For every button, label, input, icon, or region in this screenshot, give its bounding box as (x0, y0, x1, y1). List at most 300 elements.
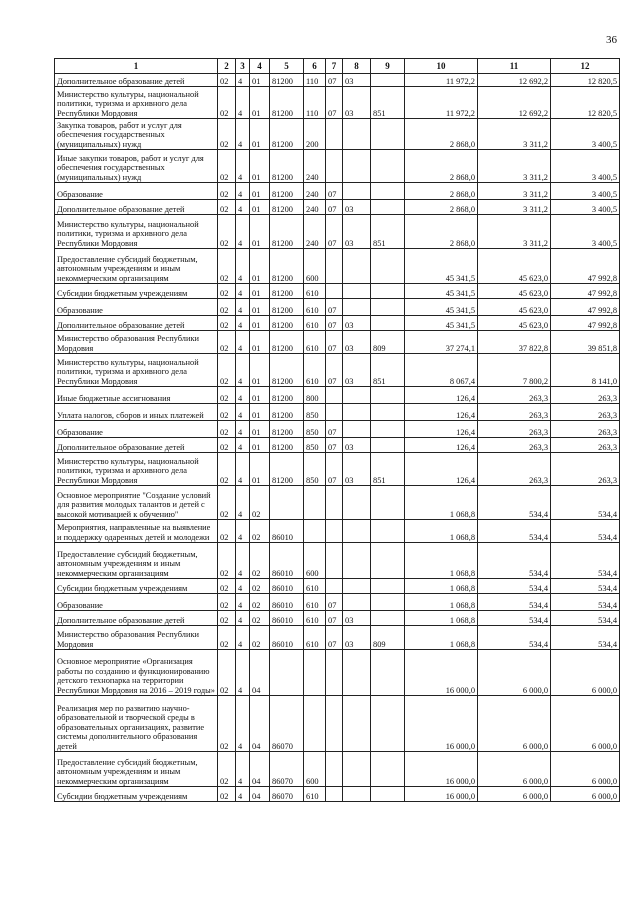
code-direction-cell: 86010 (270, 579, 304, 594)
ministry-code-cell (371, 299, 405, 316)
code-main-cell: 02 (250, 486, 270, 520)
code-main-cell: 01 (250, 421, 270, 438)
code-gp-cell: 02 (218, 215, 236, 249)
subsection-cell: 03 (343, 215, 371, 249)
amount-year2-cell: 534,4 (478, 543, 551, 579)
ministry-code-cell (371, 787, 405, 802)
code-direction-cell: 81200 (270, 421, 304, 438)
row-name-cell: Закупка товаров, работ и услуг для обеспечения государственных (муниципальных) нужд (55, 119, 218, 150)
code-direction-cell: 81200 (270, 404, 304, 421)
subsection-cell: 03 (343, 87, 371, 119)
expense-type-cell: 850 (304, 421, 326, 438)
code-sub-cell: 4 (236, 611, 250, 626)
row-name-cell: Основное мероприятие "Создание условий для развития молодых талантов и детей с высокой мотивацией к обучению" (55, 486, 218, 520)
expense-type-cell: 240 (304, 150, 326, 183)
section-cell (326, 249, 343, 284)
section-cell: 07 (326, 438, 343, 453)
ministry-code-cell: 809 (371, 331, 405, 354)
code-direction-cell: 81200 (270, 387, 304, 404)
code-direction-cell: 86070 (270, 696, 304, 752)
row-name-cell: Субсидии бюджетным учреждениям (55, 579, 218, 594)
expense-type-cell: 610 (304, 594, 326, 611)
amount-year3-cell: 263,3 (551, 421, 620, 438)
table-row (55, 87, 620, 119)
code-gp-cell: 02 (218, 486, 236, 520)
code-sub-cell: 4 (236, 543, 250, 579)
amount-year1-cell: 126,4 (405, 421, 478, 438)
table-row (55, 421, 620, 438)
section-cell: 07 (326, 215, 343, 249)
section-cell: 07 (326, 200, 343, 215)
section-cell: 07 (326, 626, 343, 650)
column-header: 11 (478, 59, 551, 74)
ministry-code-cell (371, 543, 405, 579)
table-row (55, 299, 620, 316)
expense-type-cell: 610 (304, 611, 326, 626)
ministry-code-cell: 851 (371, 215, 405, 249)
column-header: 5 (270, 59, 304, 74)
ministry-code-cell: 809 (371, 626, 405, 650)
code-main-cell: 01 (250, 438, 270, 453)
section-cell (326, 696, 343, 752)
section-cell: 07 (326, 594, 343, 611)
code-main-cell: 02 (250, 611, 270, 626)
code-gp-cell: 02 (218, 453, 236, 486)
amount-year1-cell: 126,4 (405, 404, 478, 421)
ministry-code-cell (371, 752, 405, 787)
amount-year2-cell: 263,3 (478, 438, 551, 453)
amount-year3-cell: 263,3 (551, 453, 620, 486)
amount-year3-cell: 47 992,8 (551, 284, 620, 299)
table-row (55, 354, 620, 387)
code-sub-cell: 4 (236, 421, 250, 438)
subsection-cell (343, 520, 371, 543)
table-row (55, 752, 620, 787)
code-sub-cell: 4 (236, 183, 250, 200)
code-sub-cell: 4 (236, 696, 250, 752)
code-gp-cell: 02 (218, 354, 236, 387)
amount-year1-cell: 2 868,0 (405, 119, 478, 150)
ministry-code-cell (371, 579, 405, 594)
table-row (55, 579, 620, 594)
code-main-cell: 04 (250, 650, 270, 696)
expense-type-cell: 850 (304, 453, 326, 486)
amount-year3-cell: 263,3 (551, 387, 620, 404)
subsection-cell (343, 119, 371, 150)
amount-year2-cell: 534,4 (478, 594, 551, 611)
subsection-cell (343, 486, 371, 520)
column-header: 1 (55, 59, 218, 74)
row-name-cell: Субсидии бюджетным учреждениям (55, 787, 218, 802)
expense-type-cell (304, 520, 326, 543)
expense-type-cell: 850 (304, 404, 326, 421)
code-gp-cell: 02 (218, 74, 236, 87)
code-sub-cell: 4 (236, 486, 250, 520)
ministry-code-cell (371, 438, 405, 453)
table-row (55, 249, 620, 284)
section-cell (326, 650, 343, 696)
row-name-cell: Реализация мер по развитию научно-образовательной и творческой среды в образовательных организациях, развитие системы дополнительного образования детей (55, 696, 218, 752)
column-header: 6 (304, 59, 326, 74)
amount-year1-cell: 1 068,8 (405, 611, 478, 626)
code-gp-cell: 02 (218, 543, 236, 579)
amount-year3-cell: 6 000,0 (551, 787, 620, 802)
code-sub-cell: 4 (236, 387, 250, 404)
amount-year2-cell: 534,4 (478, 486, 551, 520)
subsection-cell (343, 696, 371, 752)
subsection-cell (343, 150, 371, 183)
code-gp-cell: 02 (218, 200, 236, 215)
expense-type-cell: 200 (304, 119, 326, 150)
table-row (55, 520, 620, 543)
row-name-cell: Предоставление субсидий бюджетным, автономным учреждениям и иным некоммерческим организациям (55, 543, 218, 579)
amount-year2-cell: 6 000,0 (478, 696, 551, 752)
expense-type-cell: 110 (304, 74, 326, 87)
amount-year1-cell: 2 868,0 (405, 150, 478, 183)
code-main-cell: 01 (250, 74, 270, 87)
subsection-cell: 03 (343, 453, 371, 486)
code-gp-cell: 02 (218, 594, 236, 611)
amount-year3-cell: 534,4 (551, 626, 620, 650)
code-gp-cell: 02 (218, 579, 236, 594)
code-gp-cell: 02 (218, 387, 236, 404)
amount-year1-cell: 2 868,0 (405, 183, 478, 200)
code-direction-cell: 81200 (270, 331, 304, 354)
code-direction-cell: 81200 (270, 150, 304, 183)
section-cell: 07 (326, 74, 343, 87)
subsection-cell: 03 (343, 74, 371, 87)
table-row (55, 119, 620, 150)
expense-type-cell (304, 696, 326, 752)
section-cell (326, 150, 343, 183)
table-body (55, 74, 620, 802)
amount-year1-cell: 37 274,1 (405, 331, 478, 354)
code-main-cell: 02 (250, 579, 270, 594)
subsection-cell (343, 404, 371, 421)
amount-year1-cell: 16 000,0 (405, 787, 478, 802)
section-cell: 07 (326, 331, 343, 354)
row-name-cell: Министерство культуры, национальной политики, туризма и архивного дела Республики Мордовия (55, 87, 218, 119)
section-cell (326, 520, 343, 543)
code-main-cell: 01 (250, 150, 270, 183)
amount-year2-cell: 534,4 (478, 579, 551, 594)
code-sub-cell: 4 (236, 650, 250, 696)
code-direction-cell: 81200 (270, 316, 304, 331)
row-name-cell: Дополнительное образование детей (55, 611, 218, 626)
code-main-cell: 01 (250, 200, 270, 215)
amount-year3-cell: 47 992,8 (551, 299, 620, 316)
row-name-cell: Образование (55, 421, 218, 438)
code-sub-cell: 4 (236, 200, 250, 215)
subsection-cell: 03 (343, 611, 371, 626)
amount-year3-cell: 534,4 (551, 543, 620, 579)
code-gp-cell: 02 (218, 520, 236, 543)
amount-year3-cell: 534,4 (551, 594, 620, 611)
row-name-cell: Дополнительное образование детей (55, 74, 218, 87)
code-main-cell: 01 (250, 299, 270, 316)
code-sub-cell: 4 (236, 404, 250, 421)
amount-year2-cell: 12 692,2 (478, 74, 551, 87)
amount-year2-cell: 3 311,2 (478, 183, 551, 200)
code-gp-cell: 02 (218, 299, 236, 316)
section-cell (326, 787, 343, 802)
subsection-cell: 03 (343, 354, 371, 387)
amount-year2-cell: 45 623,0 (478, 249, 551, 284)
code-direction-cell: 81200 (270, 438, 304, 453)
ministry-code-cell (371, 183, 405, 200)
code-direction-cell: 86010 (270, 594, 304, 611)
code-gp-cell: 02 (218, 404, 236, 421)
expense-type-cell: 240 (304, 200, 326, 215)
row-name-cell: Министерство культуры, национальной политики, туризма и архивного дела Республики Мордовия (55, 215, 218, 249)
section-cell: 07 (326, 421, 343, 438)
code-main-cell: 02 (250, 626, 270, 650)
amount-year3-cell: 3 400,5 (551, 183, 620, 200)
code-direction-cell: 81200 (270, 200, 304, 215)
code-main-cell: 01 (250, 316, 270, 331)
code-sub-cell: 4 (236, 520, 250, 543)
code-sub-cell: 4 (236, 594, 250, 611)
code-main-cell: 01 (250, 119, 270, 150)
page-number: 36 (606, 34, 617, 46)
code-direction-cell (270, 650, 304, 696)
expense-type-cell: 850 (304, 438, 326, 453)
subsection-cell: 03 (343, 316, 371, 331)
code-direction-cell: 86010 (270, 543, 304, 579)
ministry-code-cell: 851 (371, 354, 405, 387)
ministry-code-cell (371, 611, 405, 626)
code-sub-cell: 4 (236, 284, 250, 299)
expense-type-cell: 600 (304, 752, 326, 787)
row-name-cell: Дополнительное образование детей (55, 316, 218, 331)
amount-year1-cell: 126,4 (405, 387, 478, 404)
amount-year1-cell: 126,4 (405, 438, 478, 453)
row-name-cell: Иные бюджетные ассигнования (55, 387, 218, 404)
amount-year1-cell: 1 068,8 (405, 486, 478, 520)
code-sub-cell: 4 (236, 249, 250, 284)
code-main-cell: 02 (250, 520, 270, 543)
section-cell: 07 (326, 611, 343, 626)
column-header: 2 (218, 59, 236, 74)
expense-type-cell: 610 (304, 579, 326, 594)
expense-type-cell: 610 (304, 299, 326, 316)
ministry-code-cell (371, 387, 405, 404)
amount-year3-cell: 47 992,8 (551, 249, 620, 284)
ministry-code-cell (371, 650, 405, 696)
code-gp-cell: 02 (218, 696, 236, 752)
subsection-cell: 03 (343, 331, 371, 354)
column-header: 4 (250, 59, 270, 74)
subsection-cell (343, 299, 371, 316)
code-sub-cell: 4 (236, 752, 250, 787)
table-row (55, 404, 620, 421)
ministry-code-cell (371, 520, 405, 543)
table-row (55, 438, 620, 453)
expense-type-cell: 610 (304, 316, 326, 331)
code-main-cell: 04 (250, 696, 270, 752)
subsection-cell (343, 543, 371, 579)
code-gp-cell: 02 (218, 150, 236, 183)
amount-year2-cell: 6 000,0 (478, 650, 551, 696)
column-header: 10 (405, 59, 478, 74)
code-main-cell: 01 (250, 331, 270, 354)
code-gp-cell: 02 (218, 626, 236, 650)
expense-type-cell: 610 (304, 626, 326, 650)
code-sub-cell: 4 (236, 579, 250, 594)
table-row (55, 331, 620, 354)
amount-year1-cell: 1 068,8 (405, 579, 478, 594)
code-main-cell: 01 (250, 249, 270, 284)
row-name-cell: Иные закупки товаров, работ и услуг для обеспечения государственных (муниципальных) нужд (55, 150, 218, 183)
amount-year3-cell: 8 141,0 (551, 354, 620, 387)
code-main-cell: 01 (250, 215, 270, 249)
code-gp-cell: 02 (218, 119, 236, 150)
row-name-cell: Предоставление субсидий бюджетным, автономным учреждениям и иным некоммерческим организациям (55, 752, 218, 787)
section-cell: 07 (326, 87, 343, 119)
code-sub-cell: 4 (236, 453, 250, 486)
code-direction-cell: 86070 (270, 752, 304, 787)
amount-year2-cell: 263,3 (478, 404, 551, 421)
table-row (55, 626, 620, 650)
ministry-code-cell (371, 200, 405, 215)
code-gp-cell: 02 (218, 316, 236, 331)
row-name-cell: Министерство образования Республики Мордовия (55, 626, 218, 650)
amount-year2-cell: 534,4 (478, 626, 551, 650)
code-sub-cell: 4 (236, 626, 250, 650)
subsection-cell (343, 249, 371, 284)
ministry-code-cell (371, 594, 405, 611)
amount-year1-cell: 45 341,5 (405, 299, 478, 316)
ministry-code-cell (371, 150, 405, 183)
code-gp-cell: 02 (218, 87, 236, 119)
code-direction-cell: 86070 (270, 787, 304, 802)
table-row (55, 284, 620, 299)
section-cell (326, 486, 343, 520)
column-header: 12 (551, 59, 620, 74)
section-cell (326, 579, 343, 594)
code-gp-cell: 02 (218, 331, 236, 354)
code-main-cell: 02 (250, 543, 270, 579)
section-cell (326, 119, 343, 150)
amount-year1-cell: 2 868,0 (405, 215, 478, 249)
code-gp-cell: 02 (218, 284, 236, 299)
amount-year1-cell: 45 341,5 (405, 316, 478, 331)
code-sub-cell: 4 (236, 331, 250, 354)
amount-year3-cell: 47 992,8 (551, 316, 620, 331)
subsection-cell: 03 (343, 438, 371, 453)
table-row (55, 611, 620, 626)
column-header: 9 (371, 59, 405, 74)
subsection-cell: 03 (343, 626, 371, 650)
amount-year3-cell: 263,3 (551, 438, 620, 453)
table-row (55, 387, 620, 404)
code-sub-cell: 4 (236, 787, 250, 802)
section-cell: 07 (326, 453, 343, 486)
amount-year1-cell: 11 972,2 (405, 87, 478, 119)
amount-year1-cell: 1 068,8 (405, 520, 478, 543)
section-cell (326, 284, 343, 299)
code-main-cell: 01 (250, 404, 270, 421)
code-sub-cell: 4 (236, 354, 250, 387)
expense-type-cell (304, 650, 326, 696)
row-name-cell: Образование (55, 594, 218, 611)
row-name-cell: Основное мероприятие «Организация работы по созданию и функционированию детского технопарка на территории Республики Мордовия на 2016 – 2019 годы» (55, 650, 218, 696)
amount-year2-cell: 263,3 (478, 453, 551, 486)
amount-year3-cell: 3 400,5 (551, 215, 620, 249)
amount-year3-cell: 3 400,5 (551, 150, 620, 183)
code-sub-cell: 4 (236, 438, 250, 453)
expense-type-cell: 610 (304, 331, 326, 354)
amount-year1-cell: 8 067,4 (405, 354, 478, 387)
amount-year1-cell: 1 068,8 (405, 543, 478, 579)
code-gp-cell: 02 (218, 421, 236, 438)
subsection-cell (343, 650, 371, 696)
code-direction-cell: 81200 (270, 215, 304, 249)
section-cell: 07 (326, 316, 343, 331)
table-row (55, 543, 620, 579)
row-name-cell: Министерство образования Республики Мордовия (55, 331, 218, 354)
row-name-cell: Предоставление субсидий бюджетным, автономным учреждениям и иным некоммерческим организациям (55, 249, 218, 284)
code-main-cell: 04 (250, 752, 270, 787)
amount-year2-cell: 263,3 (478, 387, 551, 404)
code-main-cell: 01 (250, 453, 270, 486)
code-direction-cell: 81200 (270, 284, 304, 299)
amount-year2-cell: 3 311,2 (478, 215, 551, 249)
column-header: 7 (326, 59, 343, 74)
amount-year2-cell: 45 623,0 (478, 284, 551, 299)
expense-type-cell: 610 (304, 354, 326, 387)
subsection-cell (343, 284, 371, 299)
table-row (55, 787, 620, 802)
amount-year2-cell: 534,4 (478, 520, 551, 543)
ministry-code-cell (371, 696, 405, 752)
table-row (55, 74, 620, 87)
table-row (55, 696, 620, 752)
table-row (55, 316, 620, 331)
amount-year2-cell: 6 000,0 (478, 752, 551, 787)
code-sub-cell: 4 (236, 215, 250, 249)
code-direction-cell: 81200 (270, 74, 304, 87)
amount-year2-cell: 6 000,0 (478, 787, 551, 802)
column-header: 8 (343, 59, 371, 74)
code-main-cell: 04 (250, 787, 270, 802)
code-main-cell: 01 (250, 183, 270, 200)
expense-type-cell: 110 (304, 87, 326, 119)
amount-year3-cell: 3 400,5 (551, 119, 620, 150)
amount-year2-cell: 263,3 (478, 421, 551, 438)
amount-year3-cell: 12 820,5 (551, 87, 620, 119)
expense-type-cell: 610 (304, 787, 326, 802)
amount-year1-cell: 16 000,0 (405, 696, 478, 752)
amount-year2-cell: 45 623,0 (478, 316, 551, 331)
subsection-cell (343, 594, 371, 611)
subsection-cell: 03 (343, 200, 371, 215)
subsection-cell (343, 579, 371, 594)
amount-year1-cell: 11 972,2 (405, 74, 478, 87)
row-name-cell: Министерство культуры, национальной политики, туризма и архивного дела Республики Мордовия (55, 453, 218, 486)
expense-type-cell: 240 (304, 215, 326, 249)
ministry-code-cell (371, 119, 405, 150)
expense-type-cell: 610 (304, 284, 326, 299)
table-row (55, 200, 620, 215)
ministry-code-cell (371, 421, 405, 438)
amount-year3-cell: 39 851,8 (551, 331, 620, 354)
code-sub-cell: 4 (236, 299, 250, 316)
budget-table (54, 58, 620, 802)
amount-year1-cell: 126,4 (405, 453, 478, 486)
row-name-cell: Образование (55, 183, 218, 200)
row-name-cell: Министерство культуры, национальной политики, туризма и архивного дела Республики Мордовия (55, 354, 218, 387)
